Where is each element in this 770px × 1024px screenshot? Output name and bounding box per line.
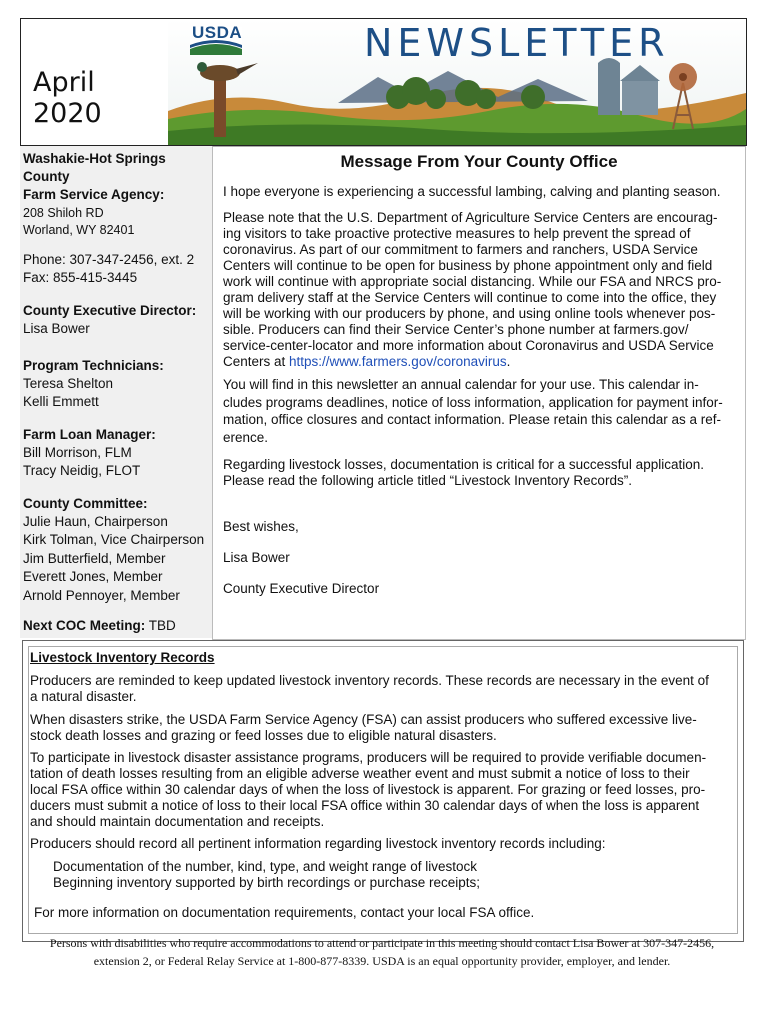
usda-logo-text: USDA <box>192 23 243 42</box>
signer-title: County Executive Director <box>223 581 380 596</box>
office-name-line2: County <box>23 169 70 184</box>
message-paragraph: Regarding livestock losses, documentation is critical for a successful application. Please read the following article titled “Livestock Inventory Records”. <box>223 457 704 488</box>
cc-heading: County Committee: <box>23 496 148 511</box>
flm-name: Tracy Neidig, FLOT <box>23 463 141 478</box>
footer-disclaimer-line1: Persons with disabilities who require accommodations to attend or participate in this meeting should contact Lisa Bower at 307-347-2456, <box>49 936 715 950</box>
newsletter-banner <box>168 18 747 146</box>
cc-member: Jim Butterfield, Member <box>23 551 166 566</box>
office-name-line3: Farm Service Agency: <box>23 187 165 202</box>
fax: Fax: 855-415-3445 <box>23 270 138 285</box>
address-line2: Worland, WY 82401 <box>23 223 135 237</box>
date-box <box>20 18 170 146</box>
signer-name: Lisa Bower <box>223 550 290 565</box>
article-paragraph: To participate in livestock disaster assistance programs, producers will be required to provide verifiable documen- tation of death losses resulting from an eligible adverse weather event and must submit a notice of loss to their local FSA office within 30 calendar days of when the loss of livestock is apparent. For grazing or feed losses, pro- ducers must submit a notice of loss to their local FSA office within 30 calendar days of when the loss is apparent and should maintain documentation and receipts. <box>30 750 707 829</box>
cc-member: Kirk Tolman, Vice Chairperson <box>23 532 205 547</box>
pt-name: Kelli Emmett <box>23 394 99 409</box>
article-paragraph: Producers should record all pertinent information regarding livestock inventory records including: <box>30 836 606 851</box>
message-text-end: . <box>506 354 511 369</box>
address-line1: 208 Shiloh RD <box>23 206 104 220</box>
newsletter-title: NEWSLETTER <box>364 21 670 65</box>
closing: Best wishes, <box>223 519 299 534</box>
article-paragraph: When disasters strike, the USDA Farm Service Agency (FSA) can assist producers who suffered excessive live- stock death losses and grazing or feed losses due to eligible natural disasters. <box>30 712 697 743</box>
article-title: Livestock Inventory Records <box>30 650 215 665</box>
coc-label: Next COC Meeting: <box>23 618 146 633</box>
message-paragraph: I hope everyone is experiencing a successful lambing, calving and planting season. <box>223 184 721 199</box>
coronavirus-link[interactable]: https://www.farmers.gov/coronavirus <box>289 354 507 369</box>
coc-value: TBD <box>148 618 176 633</box>
article-list-item: Beginning inventory supported by birth recordings or purchase receipts; <box>53 875 480 890</box>
article-paragraph: Producers are reminded to keep updated livestock inventory records. These records are necessary in the event of a natural disaster. <box>30 673 709 704</box>
office-name-line1: Washakie-Hot Springs <box>23 151 166 166</box>
next-coc-meeting <box>23 617 176 635</box>
ced-heading: County Executive Director: <box>23 303 197 318</box>
message-text: Please note that the U.S. Department of Agriculture Service Centers are encourag- ing visitors to take proactive protective measures to help prevent the spread of coronavirus. As part of our commitment to farmers and ranchers, USDA Service Centers will continue to be open for business by phone appointment only and field work will continue with appropriate social distancing. While our FSA and NRCS pro- gram delivery staff at the Service Centers will continue to come into the office, they will be working with our producers by phone, and using online tools whenever pos- sible. Producers can find their Service Center’s phone number at farmers.gov/ service-center-locator and more information about Coronavirus and USDA Service Centers at <box>223 210 722 369</box>
pt-heading: Program Technicians: <box>23 358 164 373</box>
message-paragraph <box>223 210 721 370</box>
cc-member: Julie Haun, Chairperson <box>23 514 168 529</box>
flm-name: Bill Morrison, FLM <box>23 445 132 460</box>
pt-name: Teresa Shelton <box>23 376 114 391</box>
message-title: Message From Your County Office <box>340 152 618 171</box>
cc-member: Arnold Pennoyer, Member <box>23 588 180 603</box>
article-list-item: Documentation of the number, kind, type, and weight range of livestock <box>53 859 477 874</box>
footer-disclaimer-line2: extension 2, or Federal Relay Service at 1-800-877-8339. USDA is an equal opportunity provider, employer, and lender. <box>93 954 671 968</box>
issue-date: April 2020 <box>33 67 102 129</box>
phone: Phone: 307-347-2456, ext. 2 <box>23 252 195 267</box>
article-paragraph: For more information on documentation requirements, contact your local FSA office. <box>34 905 535 920</box>
cc-member: Everett Jones, Member <box>23 569 163 584</box>
flm-heading: Farm Loan Manager: <box>23 427 156 442</box>
message-paragraph: You will find in this newsletter an annual calendar for your use. This calendar in- cludes programs deadlines, notice of loss information, application for payment infor- mation, office closures and contact information. Please retain this calendar as a ref- erence. <box>223 377 723 445</box>
ced-name: Lisa Bower <box>23 321 90 336</box>
